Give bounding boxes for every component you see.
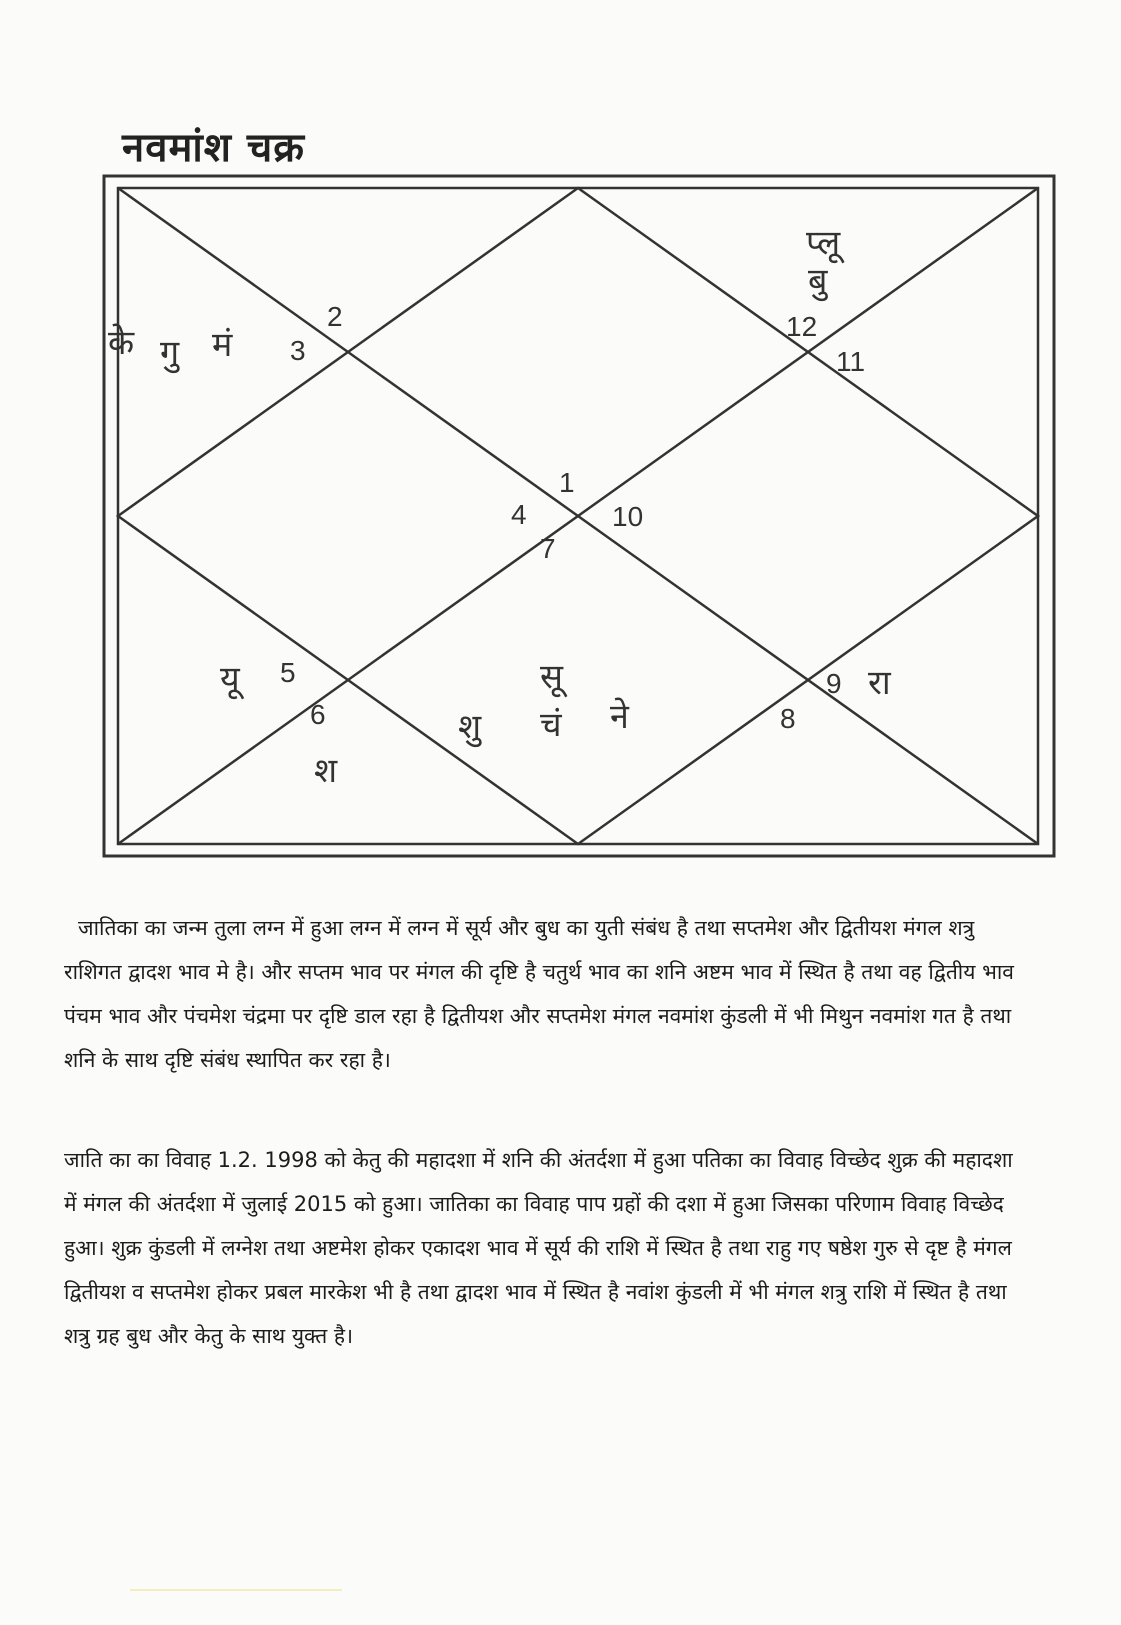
house-number-1: 1 <box>559 467 575 498</box>
house-number-3: 3 <box>290 335 306 366</box>
planet-ketu: के <box>108 323 135 363</box>
house-number-5: 5 <box>280 657 296 688</box>
planet-chandra: चं <box>540 705 562 745</box>
paragraph-1: जातिका का जन्म तुला लग्न में हुआ लग्न में लग्न में सूर्य और बुध का युती संबंध है तथा सप्तमेश और द्वितीयश मंगल शत्रु राशिगत द्वादश भाव मे है। और सप्तम भाव पर मंगल की दृष्टि है चतुर्थ भाव का शनि अष्टम भाव में स्थित है तथा वह द्वितीय भाव पंचम भाव और पंचमेश चंद्रमा पर दृष्टि डाल रहा है द्वितीयश और सप्तमेश मंगल नवमांश कुंडली में भी मिथुन नवमांश गत है तथा शनि के साथ दृष्टि संबंध स्थापित कर रहा है। <box>64 916 1014 1072</box>
house-number-9: 9 <box>826 668 842 699</box>
house-number-8: 8 <box>780 703 796 734</box>
planet-budh: बु <box>808 261 828 301</box>
planet-shukra: शु <box>458 707 482 747</box>
house-number-12: 12 <box>786 311 818 342</box>
house-number-10: 10 <box>612 501 644 532</box>
house-number-4: 4 <box>511 499 527 530</box>
planet-surya: सू <box>540 657 563 697</box>
house-number-2: 2 <box>327 301 343 332</box>
paragraph-2: जाति का का विवाह 1.2. 1998 को केतु की महादशा में शनि की अंतर्दशा में हुआ पतिका का विवाह विच्छेद शुक्र की महादशा में मंगल की अंतर्दशा में जुलाई 2015 को हुआ। जातिका का विवाह पाप ग्रहों की दशा में हुआ जिसका परिणाम विवाह विच्छेद हुआ। शुक्र कुंडली में लग्नेश तथा अष्टमेश होकर एकादश भाव में सूर्य की राशि में स्थित है तथा राहु गए षष्ठेश गुरु से दृष्ट है मंगल द्वितीयश व सप्तमेश होकर प्रबल मारकेश भी है तथा द्वादश भाव में स्थित है नवांश कुंडली में भी मंगल शत्रु राशि में स्थित है तथा शत्रु ग्रह बुध और केतु के साथ युक्त है। <box>64 1148 1013 1348</box>
planet-uranus: यू <box>220 659 240 699</box>
house-number-6: 6 <box>310 699 326 730</box>
chart-heading: नवमांश चक्र <box>122 125 305 171</box>
planet-rahu: रा <box>868 663 891 703</box>
planet-guru: गु <box>160 333 180 373</box>
planet-neptune: ने <box>610 697 629 737</box>
planet-mangal: मं <box>212 325 233 365</box>
house-number-7: 7 <box>540 533 556 564</box>
footer-highlight-line <box>130 1589 342 1591</box>
planet-shani: श <box>314 751 338 791</box>
house-number-11: 11 <box>836 346 866 377</box>
planet-pluto: प्लू <box>806 223 841 263</box>
